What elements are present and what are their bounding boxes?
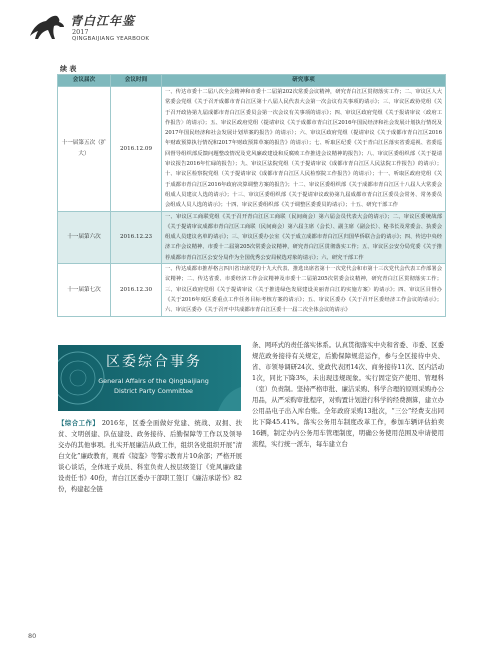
session-cell: 十一届第五次（扩大） [58,87,111,212]
header-date: 会议时间 [111,75,162,87]
yearbook-logo-text: 青白江年鉴 [70,14,136,28]
session-cell: 十一届第六次 [58,211,111,263]
body-column-right [252,340,444,450]
date-cell: 2016.12.30 [111,264,162,316]
page-number: 80 [28,632,37,640]
table-row [58,211,446,263]
section-title-en-line2: District Party Committee [114,387,193,395]
date-cell: 2016.12.23 [111,211,162,263]
table-continued-label: 续 表 [60,65,77,73]
lead-label: 【综合工作】 [58,419,100,427]
table-row [58,264,446,316]
yearbook-year: 2017 [72,28,89,36]
body-text-left: 2016年，区委全面做好党建、统战、双拥、扶贫、文明创建、队伍建设、政务接待、后勤保障等工作以及领导交办的其他事项。扎实开展廉洁从政工作，组织各党组织开展“清白文化”廉政教育，观看《镜鉴》等警示教育片10余部；严格开展谈心谈话，全体班子成员、科室负责人按层级签订《党风廉政建设责任书》40份，青白江区委办干部职工签订《廉洁承诺书》82份，构建起全链 [58,419,243,493]
table-row [58,87,446,212]
items-cell: 一、审议区工商联党组《关于召开青白江区工商联（民间商会）第六届会员代表大会的请示》；二、审议区委统战部《关于提请审议成都市青白江区工商联（民间商会）第六届主席（会长）、副主席（副会长）、秘书长及常委会、执委会组成人员建议名单的请示》；三、审议区委办公室《关于成立成都市青白江区归国华侨联合会的请示》；四、传达中央经济工作会议精神、市委十二届第205次常委会议精神，研究青白江区贯彻落实工作；五、审议区公安分局党委《关于推荐成都市青白江区公安分局作为全国优秀公安局候选对象的请示》；六、研究干部工作 [162,211,446,263]
horse-logo-icon [26,12,68,42]
session-cell: 十一届第七次 [58,264,111,316]
page-header [0,0,480,52]
body-column-left [58,418,242,495]
section-title-en-line1: General Affairs of the Qingbaijiang [98,377,209,385]
items-cell: 一、传达成都市推荐格言四川省出席党的十九大代表、推选出席省第十一次党代会和市第十三次党代会代表工作部署会议精神；二、传达省委、市委经济工作会议精神及市委十二届第205次常委会议精神，研究青白江区贯彻落实工作；三、审议区政府党组《关于提请审议〈关于推进绿色发展建设美丽青白江的实施方案〉的请示》；四、审议区目督办《关于2016年度区委重点工作任务目标考核方案的请示》；五、审议区委办《关于召开区委经济工作会议的请示》；六、审议区委办《关于召开中共成都市青白江区委十一届二次全体会议的请示》 [162,264,446,316]
header-session: 会议届次 [58,75,111,87]
meeting-table [57,74,446,317]
date-cell: 2016.12.09 [111,87,162,212]
items-cell: 一、传达市委十二届八次全会精神和市委十二届第202次常委会议精神，研究青白江区贯彻落实工作；二、审议区人大常委会党组《关于召开成都市青白江区第十八届人民代表大会第一次会议有关事项的请示》；三、审议区政协党组《关于召开政协第九届成都市青白江区委员会第一次会议有关事项的请示》；四、审议区政府党组《关于报请审议〈政府工作报告〉的请示》；五、审议区政府党组（提请审议《关于成都市青白江区2016年国民经济和社会发展计划执行情况及2017年国民经济和社会发展计划草案的报告》的请示）；六、审议区政府党组（提请审议《关于成都市青白江区2016年财政预算执行情况和2017年财政预算草案的报告》的请示）；七、听取区纪委《关于青白江区落实省委巡视、省委巡回督导组织部反馈问题整改情况及党风廉政建设和反腐败工作推进会议精神的报告》；八、审议区委组织部（关于提请审议报告2016年忙碌的报告）；九、审议区法院党组（关于提请审议《成都市青白江区人民法院工作报告》的请示）；十、审议区检察院党组（关于提请审议《成都市青白江区人民检察院工作报告》的请示）；十一、听取区政府党组《关于成都市青白江区2016年政府决算调整方案的报告》；十二、审议区委组织部《关于成都市青白江区十八届人大常委会组成人员建议人选的请示》；十三、审议区委组织部《关于提请审议政协第九届成都市青白江区委员会常务、常务委员会组成人员人选的请示》；十四、审议区委组织部《关于调整区委委员的请示》；十五、研究干部工作 [162,87,446,212]
header-items: 研究事项 [162,75,446,87]
table-header-row [58,75,446,87]
body-text-right: 条、网环式的责任落实体系。认真贯彻落实中央和省委、市委、区委规范政务接待有关规定，后勤保障规范运作，参与全区接待中央、省、市领导调研24次、党政代表团14次、商务接待11次、区内活动1次，同比下降3%，未出现违规现象。实行固定资产使用、管理科（室）负责制。坚持严格审批、廉洁采购、科学合理的原则采购办公用品，从严采购审批程序，对购置计划进行科学的经费测算，建立办公用品电子出入库台账。全年政府采购13批次，“三公”经费支出同比下降45.41%。落实公务用车制度改革工作，参加车辆评估拍卖16辆，制定办内公务用车管理制度，明确公务使用范围及申请使用流程，实行统一派车，每车建立台 [252,341,444,448]
yearbook-logo-en: QINGBAIJIANG YEARBOOK [72,36,150,42]
section-banner [58,345,241,411]
section-title-cn: 区委综合事务 [106,354,202,370]
